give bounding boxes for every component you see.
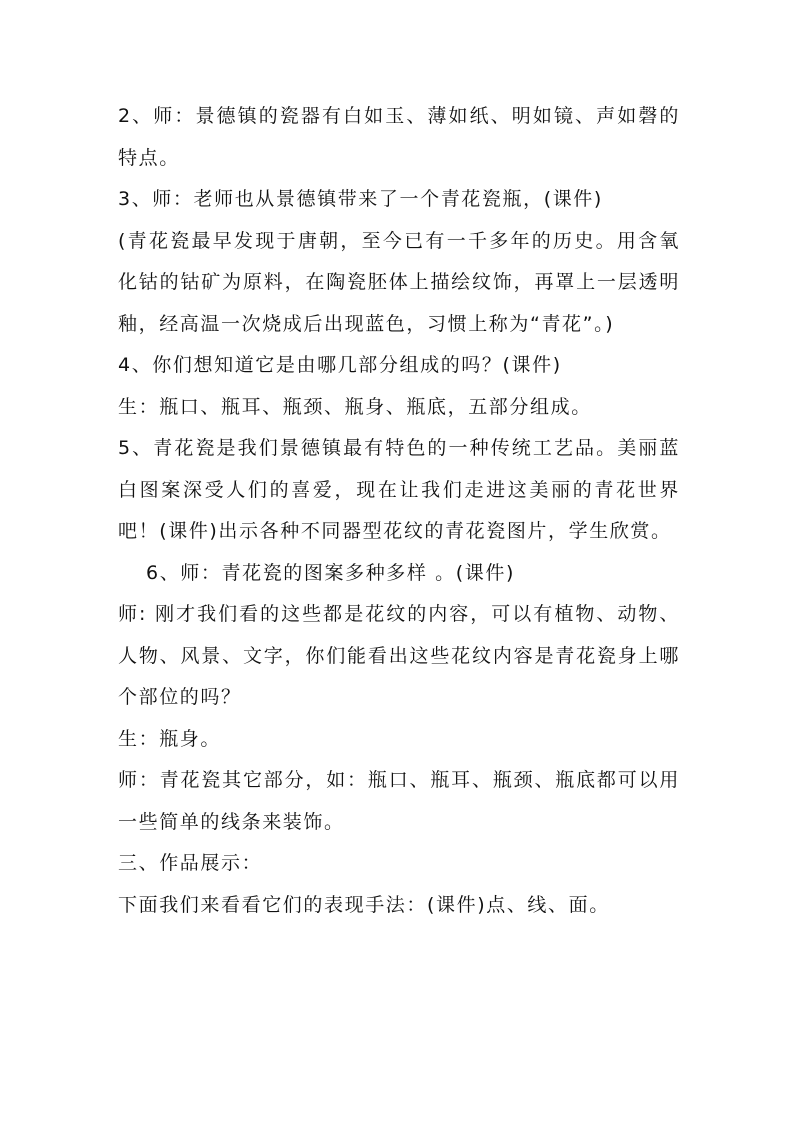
- paragraph-3-teacher-vase: 3、师：老师也从景德镇带来了一个青花瓷瓶，(课件): [118, 188, 603, 210]
- paragraph-expression-techniques: 下面我们来看看它们的表现手法：(课件)点、线、面。: [118, 893, 610, 916]
- paragraph-student-vase-body: 生：瓶身。: [118, 727, 222, 750]
- paragraph-blue-white-history: (青花瓷最早发现于唐朝，至今已有一千多年的历史。用含氧化钴的钴矿为原料，在陶瓷胚体上描绘纹饰，再罩上一层透明釉，经高温一次烧成后出现蓝色，习惯上称为“青花”。): [118, 229, 680, 335]
- paragraph-student-vase-parts: 生：瓶口、瓶耳、瓶颈、瓶身、瓶底，五部分组成。: [118, 395, 592, 418]
- paragraph-teacher-pattern-content: 师: 刚才我们看的这些都是花纹的内容，可以有植物、动物、人物、风景、文字，你们能看出这些花纹内容是青花瓷身上哪个部位的吗？: [118, 603, 680, 708]
- paragraph-4-vase-parts-question: 4、你们想知道它是由哪几部分组成的吗？(课件): [118, 354, 562, 376]
- paragraph-teacher-other-parts: 师：青花瓷其它部分，如：瓶口、瓶耳、瓶颈、瓶底都可以用一些简单的线条来装饰。: [118, 769, 680, 833]
- paragraph-6-pattern-variety: 6、师：青花瓷的图案多种多样 。(课件): [146, 561, 515, 584]
- section-heading-works-display: 三、作品展示：: [118, 852, 263, 874]
- paragraph-5-traditional-craft: 5、青花瓷是我们景德镇最有特色的一种传统工艺品。美丽蓝白图案深受人们的喜爱，现在让我们走进这美丽的青花世界吧！(课件)出示各种不同器型花纹的青花瓷图片，学生欣赏。: [118, 437, 680, 542]
- document-body: [118, 96, 680, 926]
- paragraph-2-porcelain-features: 2、师：景德镇的瓷器有白如玉、薄如纸、明如镜、声如磬的特点。: [118, 105, 680, 169]
